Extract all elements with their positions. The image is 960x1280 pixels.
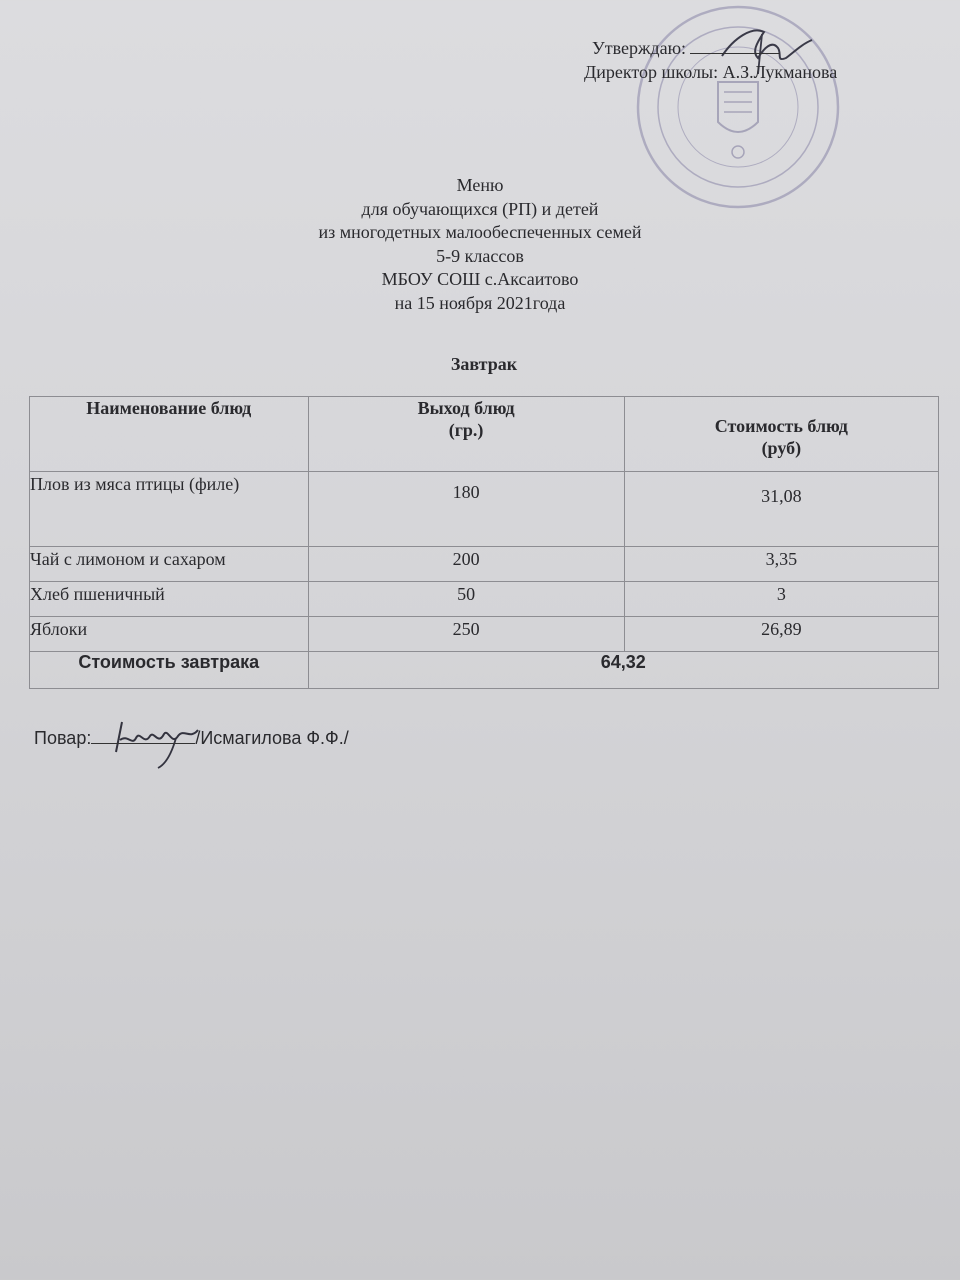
dish-name: Плов из мяса птицы (филе) [30, 472, 309, 547]
dish-weight: 180 [308, 472, 624, 547]
approve-label: Утверждаю: [592, 38, 687, 58]
total-row [30, 652, 939, 689]
title-line-1: Меню [456, 175, 504, 195]
total-value: 64,32 [308, 652, 939, 689]
menu-table [29, 396, 939, 689]
title-line-4: 5-9 классов [436, 245, 524, 266]
dish-cost: 26,89 [624, 617, 938, 652]
table-row [30, 547, 939, 582]
table-row [30, 617, 939, 652]
table-header-row [30, 397, 939, 472]
header-dish-name: Наименование блюд [30, 397, 309, 472]
signature-line [690, 53, 780, 54]
dish-weight: 50 [308, 582, 624, 617]
director-label: Директор школы: [584, 62, 719, 82]
title-line-3: из многодетных малообеспеченных семей [318, 222, 642, 242]
dish-name: Хлеб пшеничный [30, 582, 309, 617]
meal-title: Завтрак [450, 354, 518, 374]
header-cost: Стоимость блюд (руб) [624, 397, 938, 472]
total-label: Стоимость завтрака [30, 652, 309, 689]
header-portion: Выход блюд (гр.) [308, 397, 624, 472]
dish-cost: 3,35 [624, 547, 938, 582]
table-row [30, 472, 939, 547]
title-line-5: МБОУ СОШ с.Аксаитово [381, 269, 579, 289]
dish-weight: 250 [308, 617, 624, 652]
signature-line [91, 743, 195, 744]
cook-name: /Исмагилова Ф.Ф./ [195, 728, 349, 748]
dish-cost: 31,08 [624, 472, 938, 547]
table-row [30, 582, 939, 617]
dish-name: Чай с лимоном и сахаром [30, 547, 309, 582]
cook-label: Повар: [34, 728, 92, 748]
title-line-2: для обучающихся (РП) и детей [361, 198, 599, 219]
title-line-6: на 15 ноября 2021года [394, 292, 566, 313]
cook-line [34, 728, 349, 749]
approval-block [584, 36, 837, 84]
document-title [0, 174, 960, 315]
dish-name: Яблоки [30, 617, 309, 652]
dish-weight: 200 [308, 547, 624, 582]
dish-cost: 3 [624, 582, 938, 617]
director-name: А.З.Лукманова [722, 62, 838, 82]
